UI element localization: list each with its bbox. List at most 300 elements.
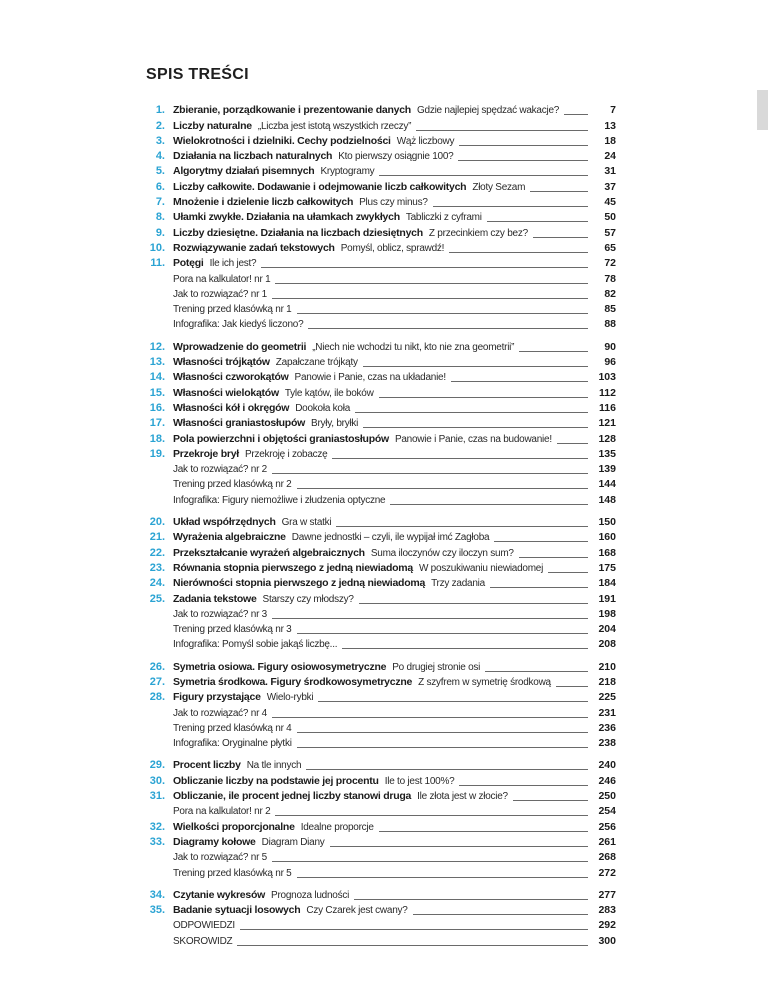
page-number: 283 (598, 904, 616, 917)
toc-entry[interactable] (146, 850, 616, 865)
leader-line (379, 831, 588, 832)
chapter-subtitle: Na tle innych (246, 760, 302, 772)
chapter-subtitle: „Niech nie wchodzi tu nikt, kto nie zna geometrii” (312, 341, 515, 353)
entry-text (173, 432, 594, 447)
chapter-number: 1. (155, 104, 165, 117)
entry-text (173, 477, 594, 492)
chapter-title: Liczby dziesiętne. Działania na liczbach dziesiętnych (173, 226, 423, 239)
toc-entry[interactable] (146, 637, 616, 652)
entry-text (173, 355, 594, 370)
page-number: 139 (598, 463, 616, 476)
entry-text (173, 241, 594, 256)
section-title: Jak to rozwiązać? nr 4 (173, 707, 267, 719)
page-number: 96 (604, 356, 616, 369)
leader-line (240, 929, 588, 930)
page-number: 57 (604, 226, 616, 239)
leader-line (297, 633, 589, 634)
leader-line (556, 686, 588, 687)
chapter-subtitle: Wąż liczbowy (396, 135, 455, 147)
leader-line (487, 221, 588, 222)
entry-text (173, 721, 594, 736)
chapter-number: 5. (155, 165, 165, 178)
leader-line (342, 648, 588, 649)
leader-line (433, 206, 588, 207)
entry-text (173, 918, 594, 933)
chapter-number: 3. (155, 134, 165, 147)
chapter-number: 4. (155, 150, 165, 163)
entry-text (173, 607, 594, 622)
chapter-title: Pola powierzchni i objętości graniastosłupów (173, 432, 389, 445)
section-title: Infografika: Jak kiedyś liczono? (173, 319, 304, 331)
page-number: 45 (604, 196, 616, 209)
leader-line (379, 397, 588, 398)
toc-section (146, 758, 616, 880)
toc-entry[interactable] (146, 789, 616, 804)
chapter-number: 13. (149, 356, 165, 369)
leader-line (513, 800, 588, 801)
page-number: 116 (599, 401, 616, 414)
chapter-subtitle: Panowie i Panie, czas na układanie! (294, 372, 446, 384)
page-number: 103 (598, 371, 616, 384)
toc-section (146, 103, 616, 332)
chapter-number: 34. (149, 888, 165, 901)
leader-line (297, 313, 589, 314)
toc-entry[interactable] (146, 492, 616, 507)
leader-line (272, 298, 588, 299)
chapter-subtitle: Idealne proporcje (300, 821, 374, 833)
section-title: Infografika: Figury niemożliwe i złudzenia optyczne (173, 494, 386, 506)
chapter-title: Rozwiązywanie zadań tekstowych (173, 241, 335, 254)
toc-entry[interactable] (146, 195, 616, 210)
page-number: 37 (604, 180, 616, 193)
chapter-subtitle: Ile to jest 100%? (384, 775, 455, 787)
entry-text (173, 302, 594, 317)
toc-entry[interactable] (146, 865, 616, 880)
page-number: 292 (598, 919, 616, 932)
entry-text (173, 850, 594, 865)
toc-entry[interactable] (146, 758, 616, 773)
entry-text (173, 164, 594, 179)
page-number: 204 (598, 623, 616, 636)
leader-line (332, 458, 588, 459)
toc-section (146, 515, 616, 653)
toc-entry[interactable] (146, 736, 616, 751)
page-number: 300 (598, 934, 616, 947)
toc-entry[interactable] (146, 477, 616, 492)
chapter-number: 29. (149, 759, 165, 772)
toc-entry[interactable] (146, 545, 616, 560)
chapter-title: Procent liczby (173, 759, 241, 772)
toc-entry[interactable] (146, 149, 616, 164)
toc-entry[interactable] (146, 659, 616, 674)
leader-line (275, 283, 588, 284)
chapter-title: Wielokrotności i dzielniki. Cechy podzielności (173, 134, 391, 147)
page-number: 254 (598, 805, 616, 818)
chapter-number: 25. (149, 592, 165, 605)
entry-text (173, 226, 594, 241)
toc-entry[interactable] (146, 447, 616, 462)
chapter-subtitle: „Liczba jest istotą wszystkich rzeczy” (257, 120, 412, 132)
chapter-subtitle: Złoty Sezam (472, 181, 526, 193)
section-title: ODPOWIEDZI (173, 920, 235, 932)
page-number: 150 (598, 516, 616, 529)
toc-entry[interactable] (146, 576, 616, 591)
toc-entry[interactable] (146, 210, 616, 225)
toc-entry[interactable] (146, 134, 616, 149)
leader-line (272, 861, 588, 862)
toc-entry[interactable] (146, 339, 616, 354)
toc-entry[interactable] (146, 271, 616, 286)
leader-line (363, 427, 588, 428)
section-title: Trening przed klasówką nr 2 (173, 479, 292, 491)
chapter-subtitle: Z przecinkiem czy bez? (428, 227, 528, 239)
toc-entry[interactable] (146, 256, 616, 271)
chapter-title: Własności kół i okręgów (173, 401, 290, 414)
page-number: 231 (598, 706, 616, 719)
page-number: 225 (598, 691, 616, 704)
chapter-title: Równania stopnia pierwszego z jedną niewiadomą (173, 561, 413, 574)
leader-line (519, 557, 588, 558)
chapter-subtitle: Z szyfrem w symetrię środkową (418, 676, 551, 688)
toc-entry[interactable] (146, 721, 616, 736)
entry-text (173, 789, 594, 804)
chapter-title: Diagramy kołowe (173, 835, 256, 848)
leader-line (237, 945, 588, 946)
leader-line (272, 618, 588, 619)
entry-text (173, 660, 594, 675)
toc-entry[interactable] (146, 530, 616, 545)
chapter-title: Symetria osiowa. Figury osiowosymetryczne (173, 660, 387, 673)
toc-entry[interactable] (146, 888, 616, 903)
section-title: Jak to rozwiązać? nr 3 (173, 608, 267, 620)
page-number: 50 (604, 211, 616, 224)
chapter-subtitle: Starszy czy młodszy? (262, 593, 354, 605)
toc-entry[interactable] (146, 835, 616, 850)
page-number: 148 (598, 493, 616, 506)
entry-text (173, 287, 594, 302)
page-number: 191 (598, 592, 616, 605)
chapter-number: 15. (149, 386, 165, 399)
page-number: 7 (610, 104, 616, 117)
page-number: 85 (604, 303, 616, 316)
page-number: 184 (598, 577, 616, 590)
toc-list (146, 103, 616, 949)
chapter-title: Przekroje brył (173, 447, 239, 460)
section-title: Jak to rozwiązać? nr 2 (173, 464, 267, 476)
chapter-subtitle: Kto pierwszy osiągnie 100? (338, 151, 454, 163)
toc-entry[interactable] (146, 385, 616, 400)
entry-text (173, 272, 594, 287)
chapter-number: 11. (150, 257, 165, 270)
toc-entry[interactable] (146, 431, 616, 446)
section-title: Trening przed klasówką nr 1 (173, 304, 292, 316)
leader-line (297, 747, 588, 748)
leader-line (318, 701, 588, 702)
page-number: 218 (598, 675, 616, 688)
leader-line (459, 785, 588, 786)
entry-text (173, 370, 594, 385)
chapter-title: Zbieranie, porządkowanie i prezentowanie danych (173, 104, 411, 117)
chapter-title: Algorytmy działań pisemnych (173, 165, 315, 178)
section-title: Jak to rozwiązać? nr 1 (173, 288, 267, 300)
page-number: 246 (598, 774, 616, 787)
chapter-title: Własności wielokątów (173, 386, 279, 399)
leader-line (379, 175, 588, 176)
page-number: 135 (598, 447, 616, 460)
section-title: Jak to rozwiązać? nr 5 (173, 852, 267, 864)
chapter-number: 31. (149, 790, 165, 803)
chapter-title: Własności trójkątów (173, 356, 270, 369)
entry-text (173, 530, 594, 545)
entry-text (173, 561, 594, 576)
page-number: 236 (598, 721, 616, 734)
leader-line (336, 526, 588, 527)
toc-entry[interactable] (146, 416, 616, 431)
chapter-subtitle: Dookoła koła (295, 402, 351, 414)
toc-section (146, 888, 616, 949)
entry-text (173, 515, 594, 530)
leader-line (308, 328, 588, 329)
toc-entry[interactable] (146, 903, 616, 918)
page-number: 72 (604, 257, 616, 270)
toc-entry[interactable] (146, 287, 616, 302)
entry-text (173, 576, 594, 591)
toc-entry[interactable] (146, 515, 616, 530)
chapter-title: Wielkości proporcjonalne (173, 820, 295, 833)
chapter-number: 23. (149, 561, 165, 574)
chapter-number: 16. (149, 401, 165, 414)
chapter-number: 8. (155, 211, 165, 224)
entry-text (173, 134, 594, 149)
toc-entry[interactable] (146, 675, 616, 690)
leader-line (297, 732, 589, 733)
entry-text (173, 317, 594, 332)
toc-entry[interactable] (146, 225, 616, 240)
leader-line (272, 717, 588, 718)
chapter-title: Zadania tekstowe (173, 592, 257, 605)
entry-text (173, 866, 594, 881)
leader-line (451, 381, 588, 382)
toc-entry[interactable] (146, 705, 616, 720)
page-number: 121 (598, 417, 616, 430)
toc-entry[interactable] (146, 622, 616, 637)
entry-text (173, 622, 594, 637)
page-number: 65 (604, 241, 616, 254)
chapter-subtitle: Gra w statki (281, 517, 332, 529)
chapter-title: Potęgi (173, 257, 204, 270)
section-title: Trening przed klasówką nr 5 (173, 867, 292, 879)
page-number: 210 (598, 660, 616, 673)
leader-line (330, 846, 588, 847)
chapter-subtitle: Gdzie najlepiej spędzać wakacje? (416, 105, 560, 117)
chapter-number: 28. (149, 691, 165, 704)
leader-line (355, 412, 588, 413)
toc-entry[interactable] (146, 462, 616, 477)
chapter-title: Figury przystające (173, 691, 261, 704)
toc-entry[interactable] (146, 317, 616, 332)
entry-text (173, 706, 594, 721)
toc-entry[interactable] (146, 401, 616, 416)
toc-entry[interactable] (146, 690, 616, 705)
leader-line (416, 130, 588, 131)
chapter-number: 10. (149, 241, 165, 254)
section-title: Trening przed klasówką nr 3 (173, 624, 292, 636)
chapter-title: Liczby naturalne (173, 119, 252, 132)
toc-section (146, 339, 616, 507)
page-number: 272 (598, 866, 616, 879)
toc-entry[interactable] (146, 302, 616, 317)
entry-text (173, 758, 594, 773)
leader-line (261, 267, 588, 268)
chapter-title: Symetria środkowa. Figury środkowosymetryczne (173, 675, 413, 688)
toc-entry[interactable] (146, 103, 616, 118)
leader-line (530, 191, 588, 192)
toc-entry[interactable] (146, 179, 616, 194)
chapter-number: 2. (155, 119, 165, 132)
chapter-subtitle: Prognoza ludności (271, 889, 350, 901)
chapter-number: 22. (149, 546, 165, 559)
chapter-subtitle: Diagram Diany (261, 836, 325, 848)
leader-line (458, 160, 588, 161)
entry-text (173, 903, 594, 918)
chapter-number: 9. (155, 226, 165, 239)
chapter-subtitle: Tyle kątów, ile boków (284, 387, 374, 399)
leader-line (449, 252, 588, 253)
page-number: 261 (598, 835, 616, 848)
chapter-title: Przekształcanie wyrażeń algebraicznych (173, 546, 365, 559)
toc-entry[interactable] (146, 164, 616, 179)
entry-text (173, 210, 594, 225)
chapter-subtitle: W poszukiwaniu niewiadomej (418, 562, 544, 574)
page-edge-tab (757, 90, 768, 130)
entry-text (173, 804, 594, 819)
toc-entry[interactable] (146, 355, 616, 370)
page-number: 198 (598, 607, 616, 620)
toc-entry[interactable] (146, 561, 616, 576)
entry-text (173, 736, 594, 751)
chapter-subtitle: Ile ich jest? (209, 258, 257, 270)
chapter-title: Własności czworokątów (173, 371, 289, 384)
leader-line (275, 815, 588, 816)
entry-text (173, 637, 594, 652)
entry-text (173, 462, 594, 477)
chapter-title: Ułamki zwykłe. Działania na ułamkach zwykłych (173, 211, 400, 224)
leader-line (272, 473, 588, 474)
chapter-subtitle: Trzy zadania (431, 578, 485, 590)
chapter-subtitle: Dawne jednostki – czyli, ile wypijał imć Zagłoba (291, 532, 490, 544)
section-title: Trening przed klasówką nr 4 (173, 722, 292, 734)
chapter-number: 19. (149, 447, 165, 460)
section-title: Infografika: Oryginalne płytki (173, 738, 292, 750)
entry-text (173, 103, 594, 118)
toc-entry[interactable] (146, 933, 616, 948)
chapter-number: 30. (149, 774, 165, 787)
page-number: 168 (598, 546, 616, 559)
chapter-subtitle: Plus czy minus? (359, 197, 428, 209)
chapter-number: 27. (149, 675, 165, 688)
toc-entry[interactable] (146, 241, 616, 256)
entry-text (173, 675, 594, 690)
chapter-number: 6. (155, 180, 165, 193)
section-title: Pora na kalkulator! nr 1 (173, 273, 271, 285)
leader-line (519, 351, 588, 352)
leader-line (494, 541, 588, 542)
entry-text (173, 774, 594, 789)
chapter-subtitle: Suma iloczynów czy iloczyn sum? (370, 547, 514, 559)
chapter-number: 26. (149, 660, 165, 673)
entry-text (173, 592, 594, 607)
entry-text (173, 835, 594, 850)
page-number: 277 (598, 888, 616, 901)
chapter-title: Czytanie wykresów (173, 888, 266, 901)
chapter-subtitle: Po drugiej stronie osi (392, 661, 481, 673)
chapter-number: 35. (149, 904, 165, 917)
chapter-subtitle: Pomyśl, oblicz, sprawdź! (340, 242, 445, 254)
page-number: 268 (598, 851, 616, 864)
entry-text (173, 195, 594, 210)
leader-line (490, 587, 588, 588)
chapter-subtitle: Zapałczane trójkąty (275, 357, 358, 369)
toc-entry[interactable] (146, 370, 616, 385)
toc-entry[interactable] (146, 118, 616, 133)
chapter-subtitle: Przekroję i zobaczę (244, 448, 328, 460)
page-number: 90 (604, 340, 616, 353)
entry-text (173, 256, 594, 271)
chapter-number: 7. (155, 196, 165, 209)
page-number: 160 (598, 531, 616, 544)
leader-line (548, 572, 588, 573)
chapter-subtitle: Wielo-rybki (266, 692, 314, 704)
page-number: 78 (604, 272, 616, 285)
leader-line (459, 145, 588, 146)
entry-text (173, 546, 594, 561)
section-title: SKOROWIDZ (173, 935, 233, 947)
toc-entry[interactable] (146, 819, 616, 834)
chapter-title: Mnożenie i dzielenie liczb całkowitych (173, 196, 354, 209)
chapter-number: 33. (149, 835, 165, 848)
page-number: 18 (604, 134, 616, 147)
page-number: 82 (604, 287, 616, 300)
page-number: 208 (598, 638, 616, 651)
toc-entry[interactable] (146, 804, 616, 819)
leader-line (557, 443, 588, 444)
chapter-title: Nierówności stopnia pierwszego z jedną niewiadomą (173, 577, 426, 590)
entry-text (173, 416, 594, 431)
entry-text (173, 493, 594, 508)
chapter-number: 18. (149, 432, 165, 445)
chapter-number: 32. (149, 820, 165, 833)
toc-entry[interactable] (146, 607, 616, 622)
entry-text (173, 149, 594, 164)
chapter-number: 12. (149, 340, 165, 353)
toc-entry[interactable] (146, 591, 616, 606)
toc-entry[interactable] (146, 918, 616, 933)
leader-line (297, 488, 589, 489)
chapter-subtitle: Czy Czarek jest cwany? (306, 905, 408, 917)
toc-entry[interactable] (146, 773, 616, 788)
chapter-title: Obliczanie, ile procent jednej liczby stanowi druga (173, 790, 412, 803)
leader-line (413, 914, 588, 915)
page-number: 238 (598, 737, 616, 750)
chapter-number: 24. (149, 577, 165, 590)
entry-text (173, 447, 594, 462)
leader-line (564, 114, 588, 115)
page-number: 175 (598, 561, 616, 574)
chapter-subtitle: Kryptogramy (320, 166, 375, 178)
chapter-title: Wprowadzenie do geometrii (173, 340, 307, 353)
page-title: SPIS TREŚCI (146, 66, 249, 83)
chapter-title: Układ współrzędnych (173, 516, 276, 529)
